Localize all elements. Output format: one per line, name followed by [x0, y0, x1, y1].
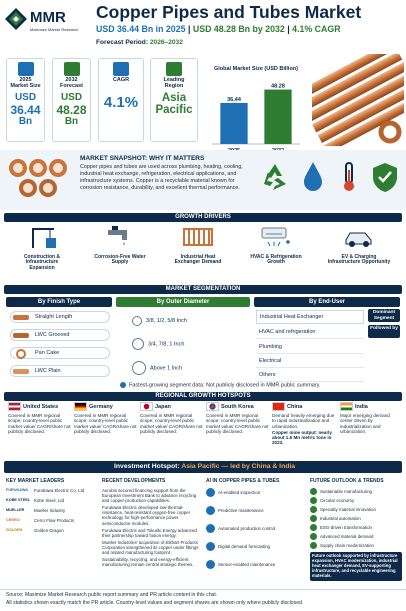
chart-bar-2032 — [264, 90, 291, 144]
ai-row — [206, 488, 306, 497]
kpi-value: Asia — [161, 92, 187, 104]
finish-item: LWC Plain — [10, 365, 110, 377]
kpi-value: 36.44 — [10, 103, 41, 117]
water-drop-icon — [300, 160, 326, 194]
trend-row — [310, 524, 402, 531]
chart-bar-2025 — [220, 103, 247, 144]
hotspot-united-states — [8, 402, 72, 434]
hotspot-name: United States — [23, 403, 59, 410]
hotspot-name: China — [287, 403, 303, 410]
chart-icon — [206, 542, 215, 551]
recent-developments — [102, 478, 200, 567]
leader-logo: MUELLER — [6, 508, 25, 513]
hotspot-japan — [140, 402, 204, 434]
kpi-leading-region — [150, 58, 198, 142]
material-icon — [310, 533, 317, 540]
leader-row — [6, 508, 98, 513]
enduser-item: Plumbing — [256, 341, 364, 354]
ai-row — [206, 524, 306, 533]
pipe-ring-icon — [132, 361, 146, 375]
kpi-label: CAGR — [112, 77, 130, 83]
china-flag-icon — [272, 402, 285, 411]
development-item: Furukawa Electric developed low-thermal-resistance, heat-resistant oxygen-free copper technology for high-performance power semiconductor modules. — [102, 505, 191, 526]
driver-hvac — [248, 224, 304, 266]
kpi-value: Bn — [64, 116, 79, 127]
leader-name: Furukawa Electric Co, Ltd — [34, 488, 85, 493]
india-flag-icon — [340, 402, 353, 411]
factory-icon — [310, 515, 317, 522]
diameter-label: 3/4, 7/8, 1 Inch — [148, 341, 185, 348]
kpi-value: Pacific — [155, 104, 193, 116]
ai-in-copper — [206, 478, 306, 574]
atom-icon — [310, 506, 317, 513]
sensor-icon — [206, 560, 215, 569]
trend-row — [310, 488, 402, 495]
investment-label: Investment Hotspot: — [114, 463, 180, 470]
growth-chart-icon — [64, 62, 80, 76]
headline-separator-1: | — [187, 24, 191, 34]
leader-row — [6, 518, 98, 523]
kpi-value: USD — [14, 92, 37, 103]
leader-logo: CERRO — [6, 518, 20, 523]
headline-stats — [96, 24, 341, 34]
footer-source: Source: Maximize Market Research public report summary and PR article content in this chat. — [6, 592, 218, 598]
headline-2025: USD 36.44 Bn in 2025 — [96, 24, 186, 34]
fastest-growing-note — [120, 382, 321, 388]
footer-divider — [0, 589, 406, 590]
kpi-label: Market Size — [10, 83, 41, 89]
wrench-icon — [206, 506, 215, 515]
enduser-item: Industrial Heat Exchanger — [256, 310, 364, 324]
kpi-label: Region — [164, 83, 184, 89]
faucet-icon — [104, 224, 136, 250]
trend-row — [310, 542, 402, 549]
trend-item: Specialty material innovation — [320, 506, 376, 512]
driver-label: Construction & Infrastructure Expansion — [23, 253, 61, 271]
ai-chip-icon — [206, 488, 215, 497]
hotspot-name: South Korea — [221, 403, 254, 410]
brand-subtitle: Maximize Market Research — [30, 27, 79, 32]
trend-item: Advanced material demand — [320, 533, 374, 539]
kpi-label: 2025 — [19, 77, 32, 83]
driver-heat-exchanger — [170, 224, 226, 266]
cycle-icon — [310, 497, 317, 504]
chart-data-label: 48.28 — [271, 83, 285, 90]
development-item: Furukawa Electric and Tokuriki Energy advanced their partnership toward fusion energy. — [102, 527, 197, 538]
hotspots-title: REGIONAL GROWTH HOTSPOTS — [4, 392, 402, 401]
forecast-period — [96, 39, 183, 46]
kpi-label: Leading — [163, 77, 185, 83]
enduser-item: HVAC and refrigeration — [256, 326, 364, 339]
chart-title: Global Market Size (USD Billion) — [213, 66, 299, 72]
germany-flag-icon — [74, 402, 87, 411]
diameter-item — [132, 315, 187, 327]
kpi-value: USD — [60, 92, 83, 103]
hotspot-name: India — [355, 403, 368, 410]
market-size-bar-chart — [204, 74, 308, 156]
snapshot-text: Copper pipes and tubes are used across plumbing, heating, cooling, industrial heat exchange, refrigeration, electrical applications, and infrastructure systems. Copper is a recyclable material known for corrosion resistance, durability, and excellent thermal performance. — [80, 164, 243, 191]
leaders-title: KEY MARKET LEADERS — [6, 478, 65, 484]
robot-arm-icon — [206, 524, 215, 533]
south-korea-flag-icon — [206, 402, 219, 411]
trend-row — [310, 533, 402, 540]
investment-hotspot-bar — [4, 461, 402, 473]
kpi-2025 — [6, 58, 45, 142]
hotspot-south-korea — [206, 402, 270, 434]
shield-check-icon — [368, 160, 402, 194]
headline-cagr: 4.1% CAGR — [292, 24, 341, 34]
snapshot-title: MARKET SNAPSHOT: WHY IT MATTERS — [80, 155, 205, 162]
kpi-value: 48.28 — [56, 103, 87, 117]
brand-name: MMR — [30, 9, 66, 26]
location-pin-icon — [166, 62, 182, 76]
diameter-label: 3/8, 1/2, 5/8 Inch — [146, 318, 187, 324]
trend-item: ESG-driven transformation — [320, 524, 372, 530]
driver-water-supply — [92, 224, 148, 266]
kpi-cagr — [98, 58, 144, 142]
info-icon — [120, 382, 126, 388]
hotspot-text: Demand heavily emerging due to rapid industrialization and urbanization. — [272, 413, 335, 429]
hotspot-highlight: Copper mine output: nearly about 1.6 Mn metric tons in 2023. — [272, 429, 332, 446]
kpi-label: 2032 — [65, 77, 78, 83]
hotspot-name: Japan — [155, 403, 171, 410]
finish-type-header: By Finish Type — [6, 297, 112, 307]
kpi-label: Forecast — [60, 83, 83, 89]
finish-item: LWC Grooved — [10, 329, 110, 341]
kpi-value: 4.1% — [103, 94, 139, 111]
ai-row — [206, 560, 306, 569]
fastest-note-text: Fastest-growing segment data: Not publicly disclosed in MMR public summary. — [129, 382, 321, 389]
kpi-2032 — [52, 58, 91, 142]
hotspot-name: Germany — [89, 403, 113, 410]
diameter-label: Above 1 Inch — [150, 365, 183, 372]
pipe-ring-icon — [132, 316, 142, 326]
heat-exchanger-icon — [182, 224, 214, 250]
forecast-value: 2026–2032 — [149, 39, 183, 46]
pipe-ends-illustration — [6, 156, 74, 204]
outlook-summary-box: Future outlook supported by infrastructure expansion, HVAC modernization, industrial heat exchanger demand, EV-supporting infrastructure, and recyclable engineering materials. — [310, 552, 402, 581]
globe-icon — [18, 62, 34, 76]
logo — [5, 6, 93, 36]
diameter-item — [132, 361, 182, 375]
trend-row — [310, 497, 402, 504]
leader-logo: KOBE STEEL — [6, 498, 31, 503]
ai-row — [206, 542, 306, 551]
headline-2032: USD 48.28 Bn by 2032 — [192, 24, 285, 34]
us-flag-icon — [8, 402, 21, 411]
footer-note: All statistics shown exactly match the PR article. Country-level values and segment shares are shown only where publicly disclosed. — [6, 600, 304, 606]
enduser-item: Electrical — [256, 355, 364, 368]
driver-label: Corrosion-Free Water Supply — [94, 253, 146, 265]
ai-item: Digital demand forecasting — [218, 543, 270, 549]
hotspot-text: Covered in MMR regional scope; country-level public market value/ CAGR/share not publicly disclosed. — [206, 413, 269, 434]
trend-row — [310, 506, 402, 513]
end-user-header: By End-User — [254, 297, 400, 307]
hotspot-text: Covered in MMR regional scope; country-level public market value/ CAGR/share not publicly disclosed. — [8, 413, 71, 434]
electric-car-icon — [343, 224, 375, 250]
leader-name: Golden Dragon — [34, 528, 64, 534]
leader-name: Kobe Steel, Ltd — [34, 498, 65, 504]
leader-name: Mueller Industry — [34, 508, 66, 514]
trend-item: Supply chain modernization — [320, 542, 374, 548]
development-item: Sustainability, recycling, and energy-efficient manufacturing remain central strategic themes. — [102, 557, 194, 568]
development-item: Mueller Industries' acquisition of Elkhart Products Corporation strengthened its copper under fittings and related manufacturing footprint. — [102, 539, 199, 556]
finish-item: Pan Cake — [10, 347, 110, 359]
leader-logo: FURUKAWA — [6, 488, 28, 492]
pipe-icons — [13, 313, 31, 379]
leader-name: Cerro Flow Products — [34, 518, 75, 524]
driver-label: Industrial Heat Exchanger Demand — [174, 253, 222, 265]
trend-row — [310, 515, 402, 522]
ai-item: Automated production control — [218, 525, 276, 531]
trend-item: Circular economy — [320, 497, 355, 503]
leader-row — [6, 528, 98, 533]
hotspot-china — [272, 402, 336, 446]
leaf-icon — [310, 488, 317, 495]
ai-item: Sensor-enabled maintenance — [218, 561, 276, 567]
trend-item: Sustainable manufacturing — [320, 488, 372, 494]
crane-icon — [26, 224, 58, 250]
segmentation-title: MARKET SEGMENTATION — [4, 285, 402, 294]
ai-title: AI IN COPPER PIPES & TUBES — [206, 478, 280, 484]
recycle-icon — [258, 160, 292, 194]
leader-row — [6, 498, 98, 503]
development-item: Aurubis secured financing support from the European Investment Bank to advance recycling and copper-production capabilities. — [102, 488, 197, 504]
thermometer-icon — [334, 160, 364, 194]
mmr-logo-icon — [5, 8, 27, 30]
headline-separator-2: | — [287, 24, 290, 34]
driver-label: HVAC & Refrigeration Growth — [250, 253, 302, 265]
enduser-item: Others — [256, 369, 364, 382]
trend-item: Industrial automation — [320, 515, 361, 521]
copper-pipes-illustration — [312, 54, 404, 146]
key-market-leaders — [6, 478, 98, 538]
driver-label: EV & Charging Infrastructure Opportunity — [327, 253, 391, 265]
driver-construction — [14, 224, 70, 271]
forecast-label: Forecast Period: — [96, 39, 149, 46]
pipe-ring-icon — [132, 338, 144, 350]
trend-arrow-icon — [113, 62, 129, 76]
hotspot-germany — [74, 402, 138, 434]
chart-data-label: 36.44 — [227, 96, 241, 103]
ai-item: AI-enabled inspection — [218, 489, 261, 495]
future-outlook — [310, 478, 402, 581]
outer-diameter-header: By Outer Diameter — [116, 297, 250, 307]
ai-item: Predictive maintenance — [218, 507, 264, 513]
driver-ev — [326, 224, 392, 266]
hvac-unit-icon — [260, 224, 292, 250]
ai-row — [206, 506, 306, 515]
leader-row — [6, 488, 98, 493]
growth-drivers-title: GROWTH DRIVERS — [4, 213, 402, 222]
kpi-value: Bn — [18, 116, 33, 127]
esg-icon — [310, 524, 317, 531]
japan-flag-icon — [140, 402, 153, 411]
investment-value: Asia Pacific — led by China & India — [181, 463, 296, 470]
trends-title: FUTURE OUTLOOK & TRENDS — [310, 478, 384, 484]
finish-item: Straight Length — [10, 311, 110, 323]
hotspot-text: Major emerging demand center driven by industrialization and urbanization. — [340, 413, 390, 434]
supply-chain-icon — [310, 542, 317, 549]
followed-by-badge: Followed by — [368, 325, 400, 338]
developments-title: RECENT DEVELOPMENTS — [102, 478, 166, 484]
page-title: Copper Pipes and Tubes Market — [96, 2, 362, 22]
hotspot-text: Covered in MMR regional scope; country-level public market value/ CAGR/share not publicly disclosed. — [74, 413, 137, 434]
hotspot-india — [340, 402, 400, 434]
dominant-segment-badge: Dominant Segment — [368, 309, 400, 322]
leader-logo: GOLDEN — [6, 528, 23, 533]
hotspot-text: Covered in MMR regional scope; country-level public market value/ CAGR/share not publicly disclosed. — [140, 413, 203, 434]
diameter-item — [132, 338, 184, 350]
